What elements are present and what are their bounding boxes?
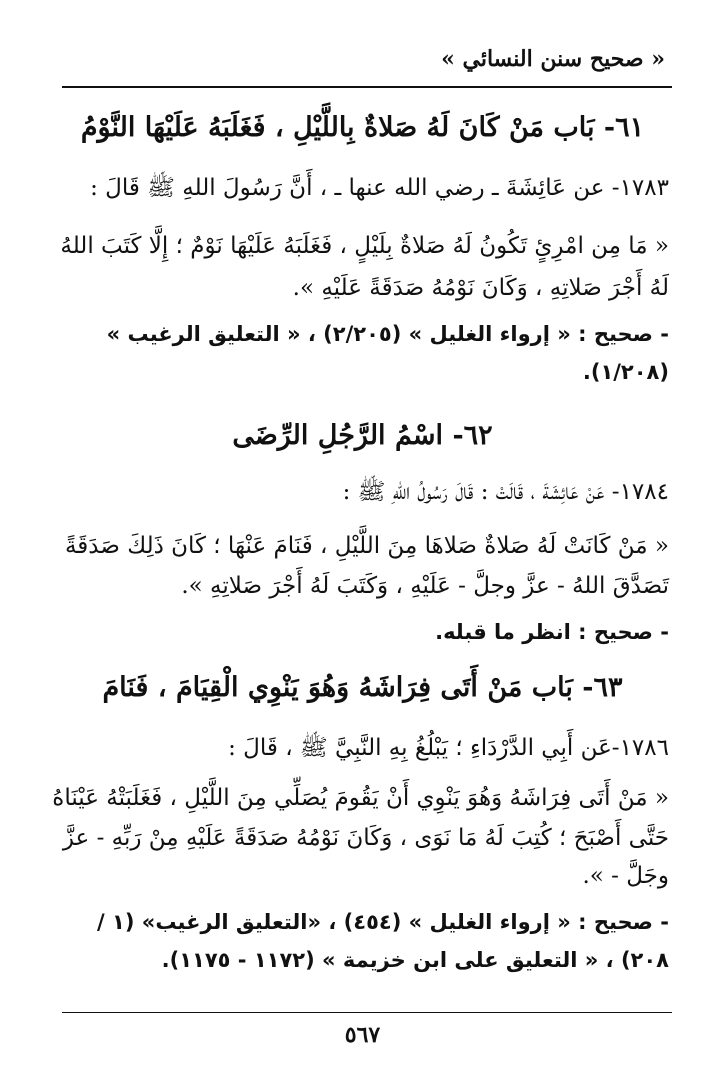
hadith-text-line: « مَنْ كَانَتْ لَهُ صَلاةٌ صَلاهَا مِنَ اللَّيْلِ ، فَنَامَ عَنْهَا ؛ كَانَ ذَلِكَ صَدَقَةً xyxy=(64,533,669,559)
hadith-intro-1786: ١٧٨٦-عَن أَبِي الدَّرْدَاءِ ؛ يَبْلُغُ بِهِ النَّبِيَّ ﷺ ، قَالَ : xyxy=(228,735,669,761)
page-number: ٥٦٧ xyxy=(344,1022,381,1048)
footer-rule xyxy=(62,1012,672,1013)
hadith-text-line: حَتَّى أَصْبَحَ ؛ كُتِبَ لَهُ مَا نَوَى ، وَكَانَ نَوْمُهُ صَدَقَةً عَلَيْهِ مِنْ رَبِّهِ - عزَّ xyxy=(62,825,669,851)
grade-line: ٢٠٨) ، « التعليق على ابن خزيمة » (١١٧٢ - ١١٧٥). xyxy=(161,948,669,972)
section-heading-61: ٦١- بَاب مَنْ كَانَ لَهُ صَلاةٌ بِاللَّيْلِ ، فَغَلَبَهُ عَلَيْهَا النَّوْمُ xyxy=(80,112,645,143)
section-heading-63: ٦٣- بَاب مَنْ أَتَى فِرَاشَهُ وَهُوَ يَنْوِي الْقِيَامَ ، فَنَامَ xyxy=(102,672,623,703)
book-title: « صحيح سنن النسائي » xyxy=(441,46,665,72)
section-heading-62: ٦٢- اسْمُ الرَّجُلِ الرِّضَى xyxy=(232,420,493,451)
grade-line: - صحيح : انظر ما قبله. xyxy=(435,620,669,644)
hadith-text-line: « مَنْ أَتَى فِرَاشَهُ وَهُوَ يَنْوِي أَنْ يَقُومَ يُصَلِّي مِنَ اللَّيْلِ ، فَغَلَبَتْهُ عَيْنَاهُ xyxy=(52,785,669,811)
hadith-intro-1784: ١٧٨٤- عَنْ عَائِشَةَ ، قَالَتْ : قَالَ رَسُولُ اللهِ ﷺ : xyxy=(342,479,669,505)
hadith-intro-1783: ١٧٨٣- عن عَائِشَةَ ـ رضي الله عنها ـ ، أَنَّ رَسُولَ اللهِ ﷺ قَالَ : xyxy=(90,175,669,201)
hadith-text-line: لَهُ أَجْرَ صَلاتِهِ ، وَكَانَ نَوْمُهُ صَدَقَةً عَلَيْهِ ». xyxy=(292,275,669,301)
grade-line: - صحيح : « إرواء الغليل » (٤٥٤) ، «التعليق الرغيب» (١ / xyxy=(97,910,669,934)
header-rule xyxy=(62,86,672,88)
grade-line: - صحيح : « إرواء الغليل » (٢/٢٠٥) ، « التعليق الرغيب » xyxy=(106,322,669,346)
hadith-text-line: وجَلَّ - ». xyxy=(582,863,669,889)
hadith-text-line: « مَا مِن امْرِئٍ تَكُونُ لَهُ صَلاةٌ بِلَيْلٍ ، فَغَلَبَهُ عَلَيْهَا نَوْمٌ ؛ إِلَّا كَتَبَ اللهُ xyxy=(60,233,669,259)
grade-line: (١/٢٠٨). xyxy=(582,360,669,384)
hadith-text-line: تَصَدَّقَ اللهُ - عزَّ وجلَّ - عَلَيْهِ ، وَكَتَبَ لَهُ أَجْرَ صَلاتِهِ ». xyxy=(181,573,669,599)
